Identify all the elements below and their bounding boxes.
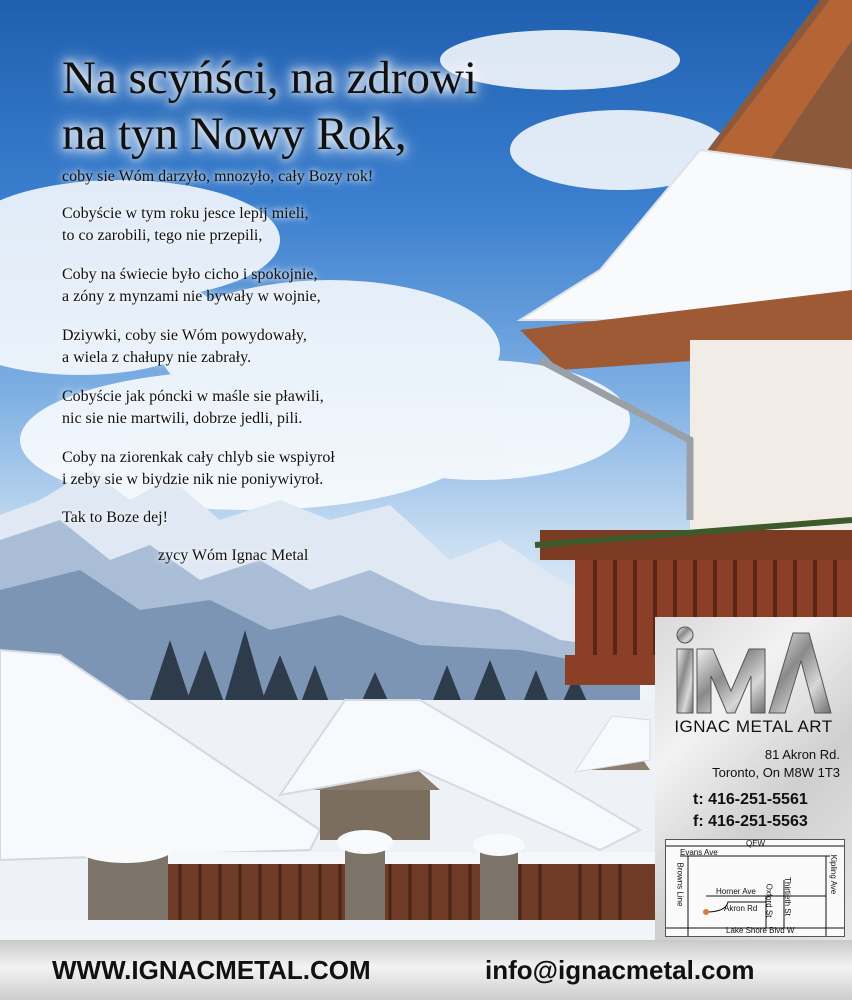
road-label-horner: Horner Ave — [716, 887, 756, 896]
poem-stanza — [62, 447, 662, 491]
poem-line: to co zarobili, tego nie przepili, — [62, 227, 263, 244]
poem-stanza — [62, 264, 662, 308]
road-label-akron: Akron Rd — [724, 904, 758, 913]
new-year-poem — [62, 50, 662, 565]
poem-signature: zycy Wóm Ignac Metal — [158, 547, 309, 564]
poem-line: Coby na ziorenkak cały chlyb sie wspiyroł — [62, 449, 335, 466]
road-label-browns: Browns Line — [675, 862, 685, 907]
poem-line: i zeby sie w biydzie nik nie poniywiyroł. — [62, 471, 324, 488]
location-marker-icon — [703, 909, 709, 915]
fax-number: f: 416-251-5563 — [693, 813, 808, 830]
poem-line: a wiela z chałupy nie zabrały. — [62, 349, 252, 366]
road-label-oxford: Oxford St — [764, 883, 774, 918]
ima-logo — [673, 621, 833, 721]
poem-line: Cobyście jak póncki w maśle sie pławili, — [62, 388, 324, 405]
address-line-1: 81 Akron Rd. — [764, 747, 840, 762]
road-label-evans: Evans Ave — [680, 848, 718, 857]
poem-closing: Tak to Boze dej! — [62, 509, 168, 526]
logo-text: iMA — [673, 621, 675, 622]
footer-contact-bar — [0, 940, 852, 1000]
website-link[interactable]: WWW.IGNACMETAL.COM — [52, 955, 371, 985]
poem-line: nic sie nie martwili, dobrze jedli, pili. — [62, 410, 303, 427]
road-label-kipling: Kipling Ave — [829, 854, 839, 895]
poem-stanza — [62, 386, 662, 430]
company-contact-card — [655, 617, 852, 940]
road-label-thirtieth: Thirtieth St — [782, 877, 792, 916]
poem-subtitle: coby sie Wóm darzyło, mnozyło, cały Bozy rok! — [62, 168, 374, 185]
poem-title-line-2: na tyn Nowy Rok, — [62, 108, 407, 160]
poem-title-line-1: Na scyńści, na zdrowi — [62, 52, 478, 104]
poem-line: Cobyście w tym roku jesce lepij mieli, — [62, 205, 309, 222]
poem-line: Coby na świecie było cicho i spokojnie, — [62, 266, 318, 283]
poem-line: a zóny z mynzami nie bywały w wojnie, — [62, 288, 321, 305]
email-link[interactable]: info@ignacmetal.com — [485, 955, 755, 985]
road-label-lakeshore: Lake Shore Blvd W — [726, 926, 795, 935]
poem-line: Dziywki, coby sie Wóm powydowały, — [62, 327, 307, 344]
road-label-qew: QEW — [746, 839, 766, 848]
phone-number: t: 416-251-5561 — [693, 791, 808, 808]
location-map — [665, 839, 845, 937]
poem-stanza — [62, 203, 662, 247]
poem-stanza — [62, 325, 662, 369]
address-line-2: Toronto, On M8W 1T3 — [712, 765, 840, 780]
company-name: IGNAC METAL ART — [674, 717, 833, 736]
